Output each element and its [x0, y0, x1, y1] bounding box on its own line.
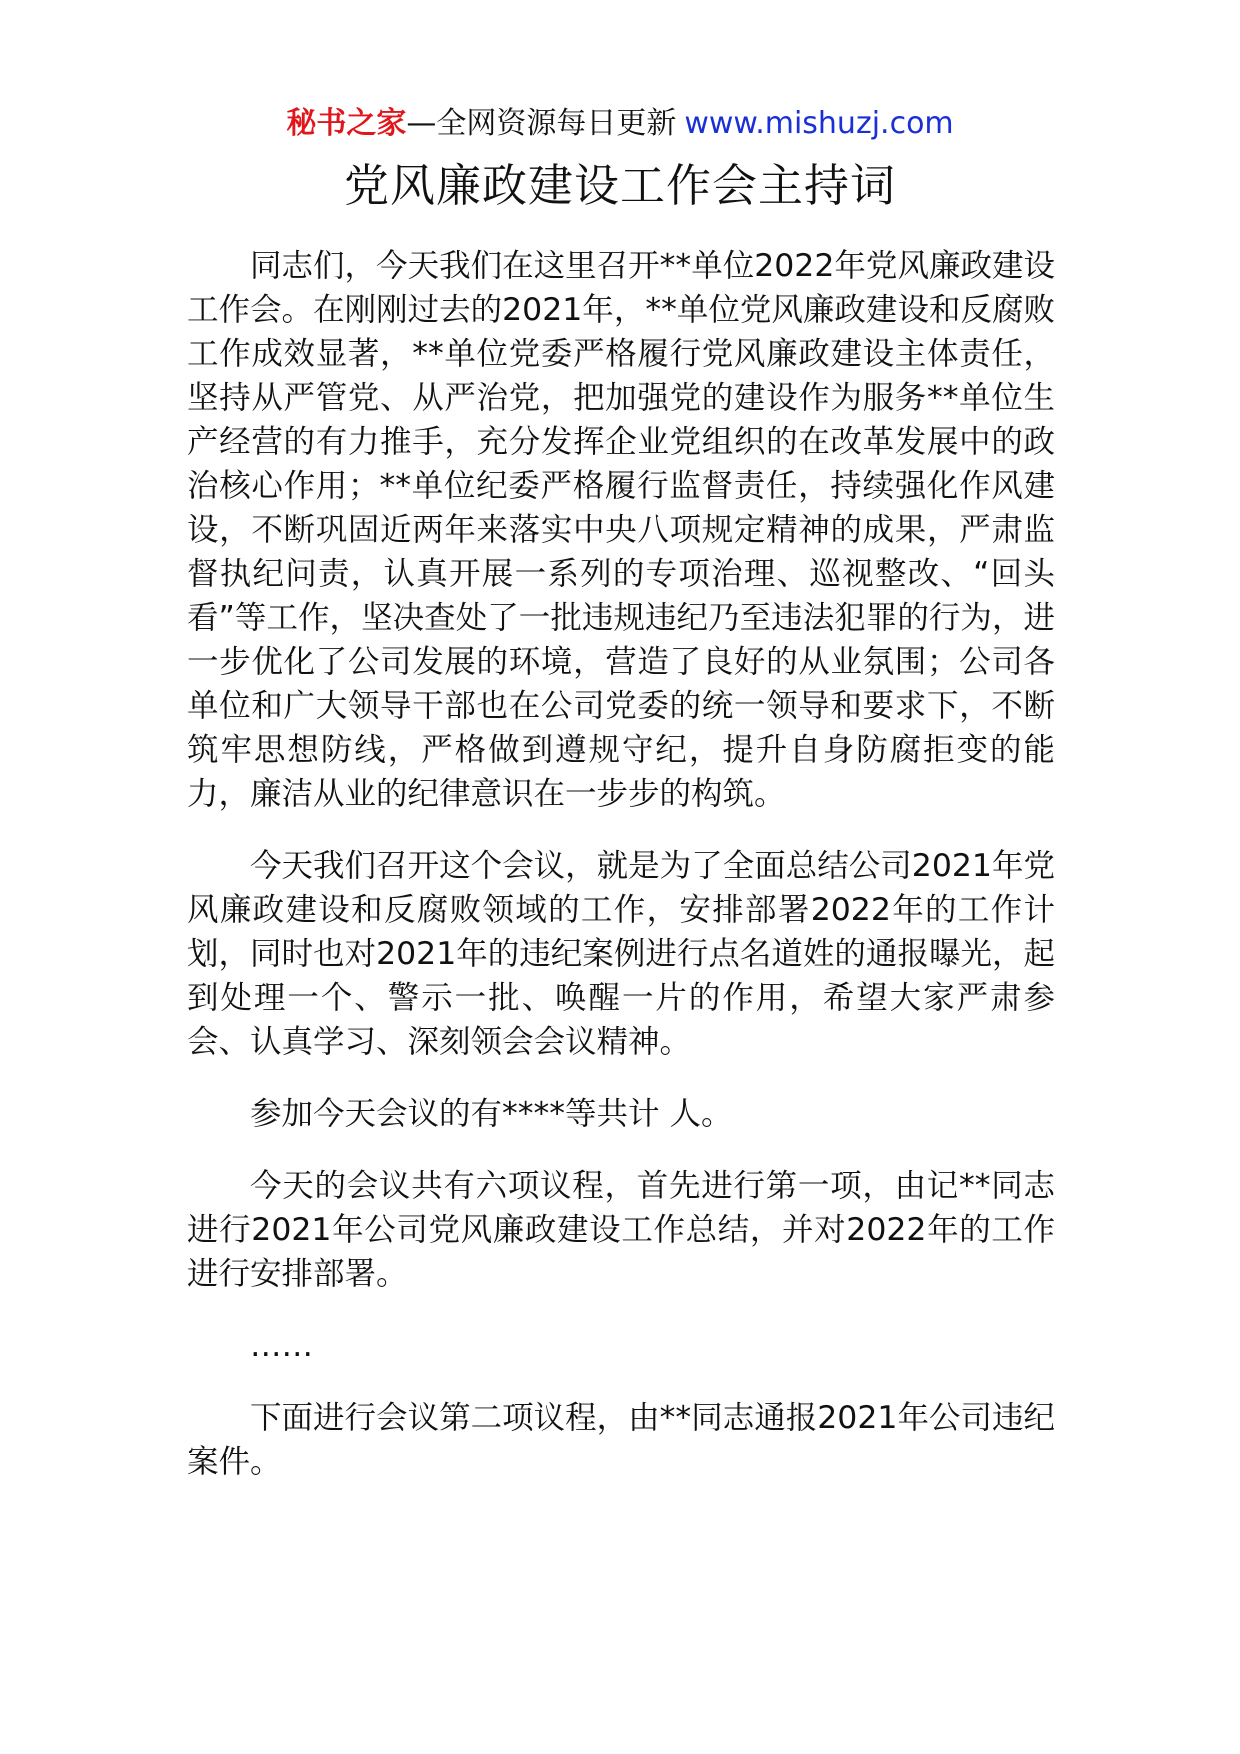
brand-name: 秘书之家 — [286, 106, 407, 141]
site-url-link[interactable]: www.mishuzj.com — [684, 106, 954, 141]
paragraph-purpose: 今天我们召开这个会议，就是为了全面总结公司2021年党风廉政建设和反腐败领域的工作，安排部署2022年的工作计划，同时也对2021年的违纪案例进行点名道姓的通报曝光，起到处理一个、警示一批、唤醒一片的作用，希望大家严肃参会、认真学习、深刻领会会议精神。 — [187, 848, 1055, 1060]
paragraph-opening: 同志们，今天我们在这里召开**单位2022年党风廉政建设工作会。在刚刚过去的2021年，**单位党风廉政建设和反腐败工作成效显著，**单位党委严格履行党风廉政建设主体责任，坚持从严管党、从严治党，把加强党的建设作为服务**单位生产经营的有力推手，充分发挥企业党组织的在改革发展中的政治核心作用；**单位纪委严格履行监督责任，持续强化作风建设，不断巩固近两年来落实中央八项规定精神的成果，严肃监督执纪问责，认真开展一系列的专项治理、巡视整改、“回头看”等工作，坚决查处了一批违规违纪乃至违法犯罪的行为，进一步优化了公司发展的环境，营造了良好的从业氛围；公司各单位和广大领导干部也在公司党委的统一领导和要求下，不断筑牢思想防线，严格做到遵规守纪，提升自身防腐拒变的能力，廉洁从业的纪律意识在一步步的构筑。 — [187, 248, 1055, 812]
site-header — [0, 102, 1240, 146]
paragraph-ellipsis: …… — [250, 1328, 313, 1364]
paragraph-agenda-one: 今天的会议共有六项议程，首先进行第一项，由记**同志进行2021年公司党风廉政建设工作总结，并对2022年的工作进行安排部署。 — [187, 1168, 1055, 1292]
document-title: 党风廉政建设工作会主持词 — [343, 159, 896, 212]
paragraph-agenda-two: 下面进行会议第二项议程，由**同志通报2021年公司违纪案件。 — [187, 1400, 1055, 1480]
header-tagline: —全网资源每日更新 — [406, 106, 677, 141]
document-body — [187, 244, 1055, 1512]
paragraph-attendance: 参加今天会议的有****等共计 人。 — [250, 1096, 733, 1132]
